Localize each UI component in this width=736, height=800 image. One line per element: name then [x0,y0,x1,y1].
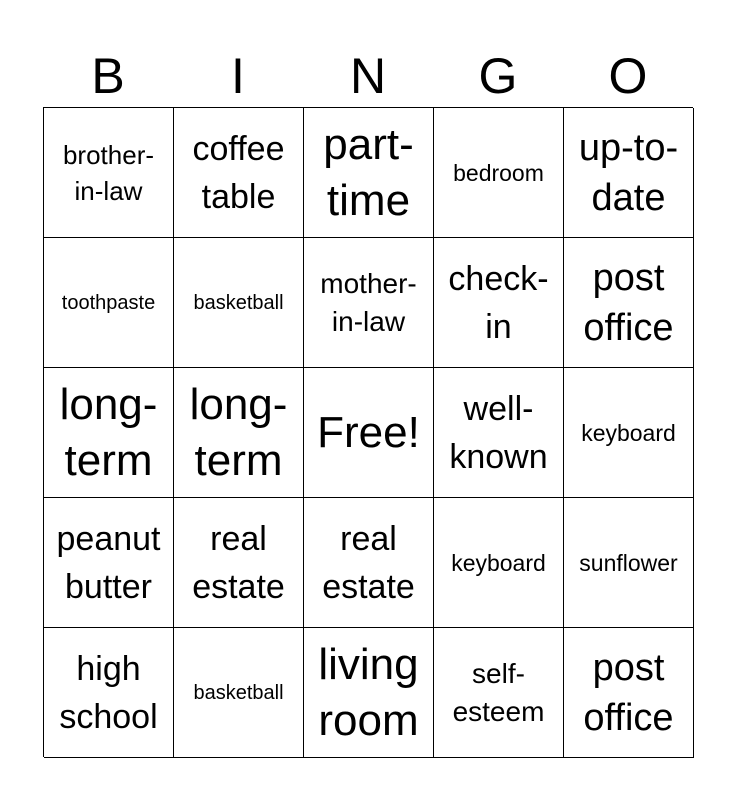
bingo-cell[interactable] [44,498,174,628]
bingo-cell[interactable] [564,368,694,498]
cell-text: up-to- date [578,126,679,219]
bingo-cell[interactable] [174,238,304,368]
cell-text: well- known [449,389,548,476]
bingo-cell[interactable] [434,238,564,368]
header-letter-b: B [91,48,125,104]
bingo-cell[interactable] [564,628,694,758]
cell-text: basketball [193,681,284,704]
bingo-cell[interactable] [304,108,434,238]
cell-text: peanut butter [56,519,161,606]
cell-text: brother- in-law [62,139,155,206]
cell-text: basketball [193,291,284,314]
bingo-cell[interactable] [564,498,694,628]
bingo-board [43,107,693,757]
bingo-cell[interactable] [304,498,434,628]
cell-text: post office [583,256,674,349]
cell-text: living room [318,639,419,745]
bingo-cell[interactable] [434,498,564,628]
bingo-header [43,44,693,108]
bingo-cell[interactable] [564,238,694,368]
cell-text: long- term [59,379,158,485]
bingo-cell[interactable] [174,498,304,628]
cell-text: keyboard [581,419,676,446]
cell-text: check- in [448,259,549,346]
cell-text: real estate [322,519,415,606]
cell-text: real estate [192,519,285,606]
bingo-cell[interactable] [434,108,564,238]
header-letter-n: N [349,48,387,104]
bingo-cell[interactable] [44,628,174,758]
cell-text: sunflower [579,549,678,576]
header-letter-g: G [478,48,518,104]
bingo-cell[interactable] [44,368,174,498]
header-letter-i: I [231,48,245,104]
bingo-cell[interactable] [304,238,434,368]
bingo-cell[interactable] [44,108,174,238]
bingo-cell[interactable] [434,368,564,498]
cell-text: self- esteem [452,657,545,727]
bingo-cell[interactable] [174,108,304,238]
bingo-cell[interactable] [174,368,304,498]
bingo-cell[interactable] [304,628,434,758]
cell-text: keyboard [451,549,546,576]
cell-text: post office [583,646,674,739]
bingo-cell[interactable] [564,108,694,238]
cell-text: bedroom [453,159,544,186]
bingo-cell-free[interactable] [304,368,434,498]
bingo-cell[interactable] [434,628,564,758]
free-space-text: Free! [317,407,420,457]
cell-text: high school [59,649,158,736]
cell-text: toothpaste [61,291,156,314]
bingo-cell[interactable] [44,238,174,368]
cell-text: mother- in-law [320,267,417,337]
cell-text: long- term [189,379,288,485]
cell-text: part- time [323,119,414,225]
bingo-cell[interactable] [174,628,304,758]
cell-text: coffee table [192,129,285,216]
header-letter-o: O [608,48,648,104]
